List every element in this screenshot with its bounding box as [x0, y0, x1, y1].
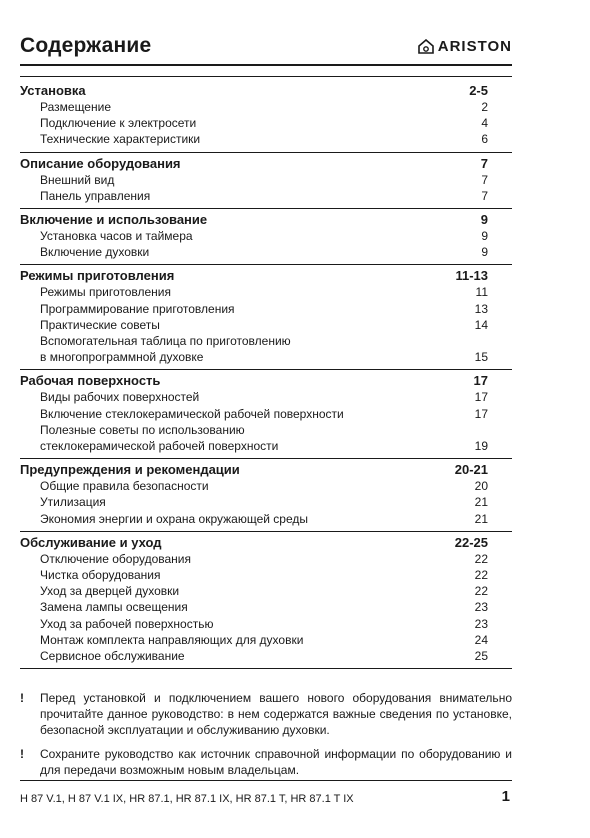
header-rule-bottom [20, 76, 512, 77]
entry-label-line: Размещение [40, 100, 111, 114]
brand-logo [418, 38, 512, 55]
entry-page: 6 [481, 132, 488, 147]
entry-label-line: Уход за дверцей духовки [40, 584, 180, 599]
entry-page: 22 [474, 584, 488, 599]
entry-label [40, 99, 111, 115]
section-page: 17 [473, 373, 488, 389]
entry-label-line: Экономия энергии и охрана окружающей среды [40, 511, 309, 526]
entry-label [40, 632, 303, 648]
entry-page: 22 [474, 568, 488, 583]
entry-label-line: Чистка оборудования [40, 568, 161, 583]
toc-entry [20, 616, 512, 632]
toc-section-heading [20, 267, 512, 284]
section-title: Рабочая поверхность [20, 373, 161, 389]
footer-rule [20, 780, 512, 781]
toc-section [20, 459, 512, 532]
toc-section-heading [20, 211, 512, 228]
entry-page: 15 [474, 350, 488, 365]
notes-block [20, 690, 512, 786]
toc-entry [20, 317, 512, 333]
entry-page: 21 [474, 511, 488, 526]
entry-page: 20 [474, 479, 488, 494]
entry-label-line: Панель управления [40, 188, 151, 203]
section-page: 22-25 [454, 534, 488, 550]
entry-label-line: Уход за рабочей поверхностью [40, 616, 214, 631]
entry-page: 24 [474, 632, 488, 647]
toc-entry [20, 406, 512, 422]
toc-entry [20, 478, 512, 494]
entry-label-line: Внешний вид [40, 172, 115, 187]
entry-page: 21 [474, 495, 488, 510]
entry-page: 17 [474, 390, 488, 405]
note-text: Сохраните руководство как источник справочной информации по оборудованию и для передачи возможным новым владельцам. [40, 747, 512, 777]
house-icon [418, 39, 434, 54]
note [20, 690, 512, 738]
toc-entry [20, 389, 512, 405]
toc-entry [20, 583, 512, 599]
entry-page: 9 [481, 245, 488, 260]
entry-label [40, 422, 278, 454]
toc-entry [20, 648, 512, 664]
section-title: Предупреждения и рекомендации [20, 462, 240, 478]
toc-section-heading [20, 534, 512, 551]
entry-page: 4 [481, 116, 488, 131]
entry-label-line: в многопрограммной духовке [40, 350, 204, 365]
entry-label-line: Виды рабочих поверхностей [40, 390, 200, 405]
toc-entry [20, 422, 512, 454]
entry-label [40, 599, 188, 615]
entry-label-line: Включение стеклокерамической рабочей поверхности [40, 406, 344, 421]
entry-label [40, 131, 200, 147]
page-footer [20, 788, 512, 805]
entry-label-line: Общие правила безопасности [40, 479, 209, 494]
page-header [20, 34, 512, 64]
entry-page: 22 [474, 551, 488, 566]
entry-label [40, 478, 209, 494]
entry-label [40, 317, 160, 333]
entry-page: 23 [474, 616, 488, 631]
toc-section [20, 153, 512, 209]
entry-label [40, 188, 150, 204]
toc-entry [20, 172, 512, 188]
entry-label-line: Подключение к электросети [40, 116, 197, 131]
page-title: Содержание [20, 34, 152, 57]
entry-label [40, 115, 196, 131]
entry-label [40, 333, 291, 365]
table-of-contents [20, 80, 512, 669]
section-title: Описание оборудования [20, 155, 181, 171]
entry-page: 25 [474, 649, 488, 664]
entry-page: 14 [474, 317, 488, 332]
entry-label-line: Установка часов и таймера [40, 229, 193, 244]
note-text: Перед установкой и подключением вашего нового оборудования внимательно прочитайте данное руководство: в нем содержатся важные сведения по установке, безопасной эксплуатации и обслуживанию духовки. [40, 691, 512, 737]
entry-page: 9 [481, 229, 488, 244]
entry-label-line: стеклокерамической рабочей поверхности [40, 439, 279, 454]
section-page: 11-13 [455, 268, 488, 284]
entry-label [40, 244, 149, 260]
note [20, 746, 512, 778]
toc-section [20, 370, 512, 459]
entry-label [40, 406, 344, 422]
section-title: Режимы приготовления [20, 268, 175, 284]
toc-entry [20, 551, 512, 567]
entry-page: 13 [474, 301, 488, 316]
toc-section [20, 80, 512, 153]
section-title: Установка [20, 83, 86, 98]
exclamation-icon: ! [20, 747, 24, 761]
section-page: 2-5 [469, 83, 488, 98]
entry-label-line: Вспомогательная таблица по приготовлению [40, 334, 291, 349]
toc-entry [20, 599, 512, 615]
toc-entry [20, 284, 512, 300]
toc-section-heading [20, 461, 512, 478]
section-title: Обслуживание и уход [20, 534, 162, 550]
entry-page: 11 [475, 285, 488, 300]
brand-name: ARISTON [437, 38, 512, 55]
entry-label-line: Полезные советы по использованию [40, 422, 245, 437]
entry-label-line: Практические советы [40, 317, 160, 332]
entry-label [40, 172, 114, 188]
toc-entry [20, 131, 512, 147]
entry-label [40, 228, 193, 244]
entry-label-line: Утилизация [40, 495, 106, 510]
entry-label-line: Программирование приготовления [40, 301, 235, 316]
toc-entry [20, 301, 512, 317]
entry-label [40, 551, 191, 567]
toc-section [20, 532, 512, 669]
toc-entry [20, 115, 512, 131]
toc-section [20, 265, 512, 370]
model-list: H 87 V.1, H 87 V.1 IX, HR 87.1, HR 87.1 IX, HR 87.1 T, HR 87.1 T IX [20, 793, 354, 805]
toc-entry [20, 333, 512, 365]
entry-label [40, 567, 161, 583]
entry-page: 7 [481, 172, 488, 187]
entry-label-line: Технические характеристики [40, 132, 201, 147]
entry-label [40, 511, 308, 527]
toc-entry [20, 632, 512, 648]
section-title: Включение и использование [20, 212, 208, 228]
entry-label-line: Сервисное обслуживание [40, 649, 185, 664]
toc-entry [20, 244, 512, 260]
toc-entry [20, 228, 512, 244]
entry-page: 17 [474, 406, 488, 421]
entry-label [40, 583, 179, 599]
section-page: 7 [480, 155, 488, 171]
section-page: 20-21 [454, 462, 488, 478]
toc-entry [20, 567, 512, 583]
toc-section [20, 209, 512, 265]
entry-label [40, 648, 185, 664]
page-number: 1 [501, 788, 510, 805]
toc-entry [20, 188, 512, 204]
toc-section-heading [20, 155, 512, 172]
toc-entry [20, 494, 512, 510]
toc-section-heading [20, 372, 512, 389]
entry-label [40, 616, 213, 632]
entry-page: 2 [481, 100, 488, 114]
toc-section-heading [20, 82, 512, 99]
entry-label [40, 284, 171, 300]
entry-label-line: Монтаж комплекта направляющих для духовки [40, 632, 304, 647]
entry-label-line: Отключение оборудования [40, 551, 191, 566]
header-rule-top [20, 64, 512, 66]
entry-page: 23 [474, 600, 488, 615]
exclamation-icon: ! [20, 691, 24, 705]
entry-label [40, 494, 106, 510]
toc-entry [20, 99, 512, 115]
section-page: 9 [480, 212, 488, 228]
entry-label-line: Замена лампы освещения [40, 600, 188, 615]
entry-label [40, 301, 235, 317]
entry-label-line: Включение духовки [40, 245, 150, 260]
entry-label-line: Режимы приготовления [40, 285, 171, 300]
entry-page: 7 [481, 188, 488, 203]
entry-page: 19 [474, 439, 488, 454]
entry-label [40, 389, 199, 405]
toc-entry [20, 511, 512, 527]
